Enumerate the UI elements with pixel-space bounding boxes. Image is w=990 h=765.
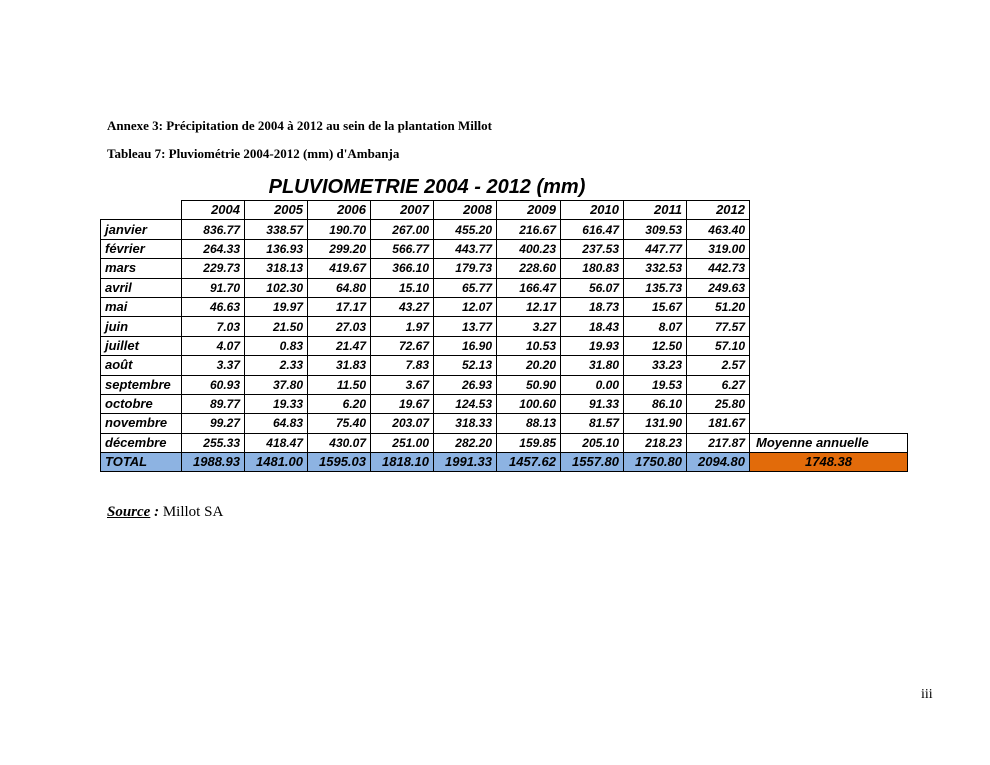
rainfall-value: 159.85 [497,433,561,452]
rainfall-value: 419.67 [308,259,371,278]
rainfall-value: 166.47 [497,278,561,297]
rainfall-value: 455.20 [434,220,497,239]
rainfall-value: 19.33 [245,394,308,413]
total-value: 1595.03 [308,453,371,472]
year-header: 2009 [497,201,561,220]
rainfall-value: 64.80 [308,278,371,297]
rainfall-value: 282.20 [434,433,497,452]
rainfall-value: 205.10 [561,433,624,452]
rainfall-value: 366.10 [371,259,434,278]
total-value: 1457.62 [497,453,561,472]
total-value: 2094.80 [687,453,750,472]
rainfall-value: 15.67 [624,297,687,316]
rainfall-value: 11.50 [308,375,371,394]
month-label: juin [101,317,182,336]
rainfall-value: 91.33 [561,394,624,413]
rainfall-value: 447.77 [624,239,687,258]
row-spacer [750,356,908,375]
source-note [107,504,223,521]
rainfall-value: 228.60 [497,259,561,278]
rainfall-value: 86.10 [624,394,687,413]
rainfall-value: 7.03 [182,317,245,336]
rainfall-value: 443.77 [434,239,497,258]
rainfall-value: 6.20 [308,394,371,413]
year-header: 2008 [434,201,497,220]
rainfall-value: 16.90 [434,336,497,355]
rainfall-value: 72.67 [371,336,434,355]
row-spacer [750,259,908,278]
rainfall-value: 179.73 [434,259,497,278]
rainfall-value: 52.13 [434,356,497,375]
table-caption: Tableau 7: Pluviométrie 2004-2012 (mm) d'Ambanja [107,146,400,161]
rainfall-value: 136.93 [245,239,308,258]
table-row [101,414,908,433]
month-label: mars [101,259,182,278]
average-label: Moyenne annuelle [750,433,908,452]
rainfall-value: 2.57 [687,356,750,375]
rainfall-value: 566.77 [371,239,434,258]
month-label: octobre [101,394,182,413]
rainfall-value: 124.53 [434,394,497,413]
rainfall-value: 442.73 [687,259,750,278]
rainfall-value: 15.10 [371,278,434,297]
rainfall-value: 56.07 [561,278,624,297]
rainfall-value: 99.27 [182,414,245,433]
rainfall-value: 203.07 [371,414,434,433]
rainfall-value: 12.07 [434,297,497,316]
rainfall-value: 0.83 [245,336,308,355]
rainfall-value: 218.23 [624,433,687,452]
rainfall-value: 309.53 [624,220,687,239]
rainfall-value: 51.20 [687,297,750,316]
rainfall-value: 46.63 [182,297,245,316]
row-spacer [750,297,908,316]
rainfall-value: 75.40 [308,414,371,433]
rainfall-value: 81.57 [561,414,624,433]
month-label: avril [101,278,182,297]
rainfall-value: 18.43 [561,317,624,336]
rainfall-value: 18.73 [561,297,624,316]
month-label: novembre [101,414,182,433]
rainfall-value: 332.53 [624,259,687,278]
rainfall-value: 25.80 [687,394,750,413]
rainfall-value: 13.77 [434,317,497,336]
year-header: 2005 [245,201,308,220]
page-number: iii [921,687,933,702]
year-header: 2011 [624,201,687,220]
rainfall-value: 418.47 [245,433,308,452]
year-header: 2007 [371,201,434,220]
month-label: janvier [101,220,182,239]
year-header: 2004 [182,201,245,220]
rainfall-value: 26.93 [434,375,497,394]
rainfall-value: 88.13 [497,414,561,433]
table-row [101,356,908,375]
row-spacer [750,317,908,336]
rainfall-value: 264.33 [182,239,245,258]
month-label: février [101,239,182,258]
rainfall-value: 65.77 [434,278,497,297]
rainfall-value: 64.83 [245,414,308,433]
rainfall-value: 3.27 [497,317,561,336]
rainfall-value: 100.60 [497,394,561,413]
rainfall-value: 0.00 [561,375,624,394]
rainfall-value: 31.80 [561,356,624,375]
table-row [101,336,908,355]
rainfall-value: 31.83 [308,356,371,375]
header-corner [101,201,182,220]
rainfall-value: 50.90 [497,375,561,394]
table-row [101,220,908,239]
row-spacer [750,414,908,433]
table-row [101,433,908,452]
rainfall-value: 21.47 [308,336,371,355]
average-value: 1748.38 [750,453,908,472]
rainfall-value: 318.13 [245,259,308,278]
rainfall-value: 17.17 [308,297,371,316]
rainfall-value: 216.67 [497,220,561,239]
rainfall-value: 400.23 [497,239,561,258]
month-label: décembre [101,433,182,452]
rainfall-value: 20.20 [497,356,561,375]
table-row [101,394,908,413]
rainfall-value: 43.27 [371,297,434,316]
rainfall-value: 318.33 [434,414,497,433]
total-value: 1750.80 [624,453,687,472]
rainfall-value: 237.53 [561,239,624,258]
table-row [101,297,908,316]
header-spacer [750,201,908,220]
row-spacer [750,239,908,258]
rainfall-value: 180.83 [561,259,624,278]
total-value: 1988.93 [182,453,245,472]
table-title: PLUVIOMETRIE 2004 - 2012 (mm) [268,176,586,198]
month-label: mai [101,297,182,316]
row-spacer [750,278,908,297]
rainfall-value: 8.07 [624,317,687,336]
rainfall-value: 463.40 [687,220,750,239]
rainfall-value: 181.67 [687,414,750,433]
rainfall-value: 1.97 [371,317,434,336]
rainfall-value: 251.00 [371,433,434,452]
rainfall-value: 37.80 [245,375,308,394]
table-row [101,259,908,278]
header-row [101,201,908,220]
rainfall-value: 19.97 [245,297,308,316]
rainfall-value: 2.33 [245,356,308,375]
rainfall-value: 267.00 [371,220,434,239]
rainfall-value: 27.03 [308,317,371,336]
rainfall-value: 319.00 [687,239,750,258]
rainfall-value: 33.23 [624,356,687,375]
total-value: 1481.00 [245,453,308,472]
rainfall-value: 3.37 [182,356,245,375]
rainfall-value: 6.27 [687,375,750,394]
rainfall-value: 190.70 [308,220,371,239]
rainfall-value: 229.73 [182,259,245,278]
source-label: Source [107,504,151,520]
rainfall-value: 3.67 [371,375,434,394]
row-spacer [750,220,908,239]
rainfall-table [100,200,908,472]
rainfall-value: 77.57 [687,317,750,336]
total-value: 1557.80 [561,453,624,472]
rainfall-value: 21.50 [245,317,308,336]
rainfall-value: 10.53 [497,336,561,355]
rainfall-value: 60.93 [182,375,245,394]
source-text: Millot SA [159,504,224,520]
rainfall-value: 430.07 [308,433,371,452]
rainfall-value: 4.07 [182,336,245,355]
rainfall-value: 19.53 [624,375,687,394]
rainfall-value: 7.83 [371,356,434,375]
rainfall-value: 131.90 [624,414,687,433]
row-spacer [750,394,908,413]
rainfall-value: 19.93 [561,336,624,355]
table-row [101,239,908,258]
total-row [101,453,908,472]
rainfall-value: 299.20 [308,239,371,258]
rainfall-value: 89.77 [182,394,245,413]
year-header: 2012 [687,201,750,220]
total-value: 1991.33 [434,453,497,472]
month-label: août [101,356,182,375]
row-spacer [750,336,908,355]
rainfall-value: 135.73 [624,278,687,297]
total-label: TOTAL [101,453,182,472]
rainfall-value: 91.70 [182,278,245,297]
rainfall-value: 217.87 [687,433,750,452]
source-colon: : [150,504,160,520]
table-row [101,278,908,297]
table-row [101,375,908,394]
rainfall-value: 255.33 [182,433,245,452]
rainfall-value: 57.10 [687,336,750,355]
rainfall-value: 12.50 [624,336,687,355]
rainfall-value: 249.63 [687,278,750,297]
rainfall-value: 19.67 [371,394,434,413]
rainfall-value: 616.47 [561,220,624,239]
rainfall-value: 836.77 [182,220,245,239]
month-label: septembre [101,375,182,394]
total-value: 1818.10 [371,453,434,472]
year-header: 2006 [308,201,371,220]
annex-heading: Annexe 3: Précipitation de 2004 à 2012 au sein de la plantation Millot [107,118,492,133]
rainfall-value: 338.57 [245,220,308,239]
year-header: 2010 [561,201,624,220]
month-label: juillet [101,336,182,355]
rainfall-value: 12.17 [497,297,561,316]
rainfall-value: 102.30 [245,278,308,297]
table-row [101,317,908,336]
row-spacer [750,375,908,394]
